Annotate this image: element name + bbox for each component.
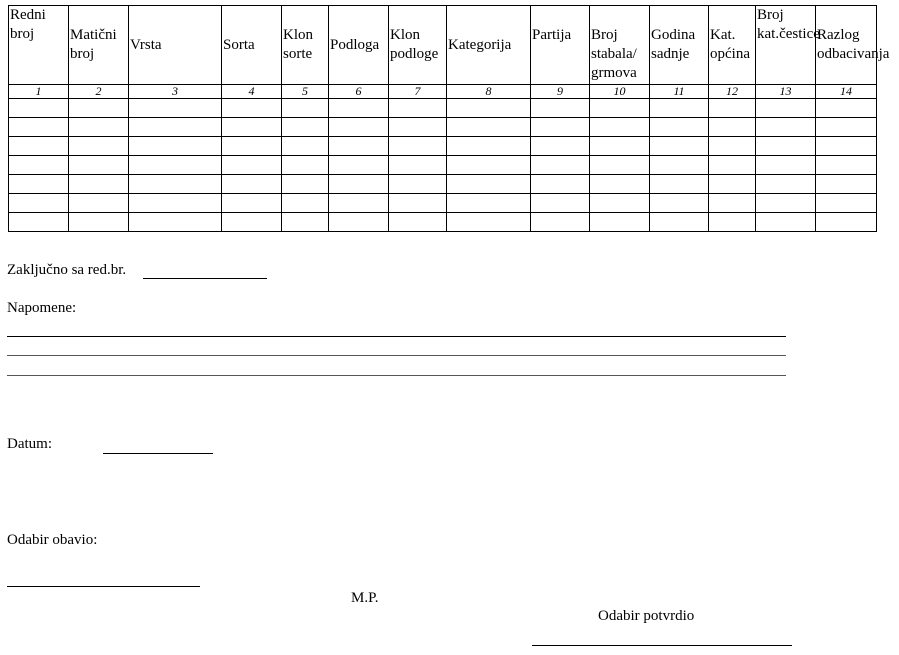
table-cell[interactable]: [282, 118, 329, 137]
header-broj-kat-cestice: Broj kat.čestice: [756, 6, 816, 85]
table-cell[interactable]: [756, 118, 816, 137]
column-number: 4: [222, 85, 282, 99]
table-cell[interactable]: [389, 175, 447, 194]
column-number: 11: [650, 85, 709, 99]
table-cell[interactable]: [282, 194, 329, 213]
table-cell[interactable]: [756, 175, 816, 194]
table-cell[interactable]: [447, 194, 531, 213]
table-cell[interactable]: [222, 137, 282, 156]
table-cell[interactable]: [222, 175, 282, 194]
table-cell[interactable]: [282, 156, 329, 175]
table-cell[interactable]: [129, 213, 222, 232]
odabir-obavio-signature-line[interactable]: [7, 586, 200, 587]
header-razlog-odbacivanja: Razlog odbacivanja: [816, 6, 877, 85]
table-cell[interactable]: [590, 175, 650, 194]
table-cell[interactable]: [9, 175, 69, 194]
datum-label: Datum:: [7, 436, 52, 452]
odabir-potvrdio-label: Odabir potvrdio: [598, 608, 695, 624]
table-cell[interactable]: [650, 156, 709, 175]
table-cell[interactable]: [650, 137, 709, 156]
table-cell[interactable]: [129, 194, 222, 213]
table-row: [9, 194, 877, 213]
table-cell[interactable]: [590, 194, 650, 213]
table-cell[interactable]: [329, 137, 389, 156]
table-cell[interactable]: [756, 213, 816, 232]
table-cell[interactable]: [709, 175, 756, 194]
table-cell[interactable]: [590, 118, 650, 137]
table-cell[interactable]: [129, 175, 222, 194]
table-cell[interactable]: [9, 213, 69, 232]
table-cell[interactable]: [69, 99, 129, 118]
table-row: [9, 213, 877, 232]
table-cell[interactable]: [69, 213, 129, 232]
table-row: [9, 99, 877, 118]
column-number: 2: [69, 85, 129, 99]
table-row: [9, 118, 877, 137]
table-cell[interactable]: [129, 137, 222, 156]
table-cell[interactable]: [447, 137, 531, 156]
column-number: 9: [531, 85, 590, 99]
napomene-line-1[interactable]: [7, 336, 786, 337]
table-cell[interactable]: [756, 156, 816, 175]
header-maticni-broj: Matični broj: [69, 6, 129, 85]
table-row: [9, 156, 877, 175]
datum-blank-line[interactable]: [103, 453, 213, 454]
selection-record-table: [8, 5, 890, 232]
table-cell[interactable]: [329, 118, 389, 137]
table-cell[interactable]: [447, 213, 531, 232]
odabir-potvrdio-signature-line[interactable]: [532, 645, 792, 646]
table-cell[interactable]: [531, 194, 590, 213]
table-cell[interactable]: [222, 194, 282, 213]
table-cell[interactable]: [389, 156, 447, 175]
table-cell[interactable]: [816, 99, 877, 118]
table-row: [9, 137, 877, 156]
table-cell[interactable]: [329, 194, 389, 213]
table-cell[interactable]: [816, 137, 877, 156]
table-cell[interactable]: [389, 194, 447, 213]
table-cell[interactable]: [709, 194, 756, 213]
table-cell[interactable]: [709, 213, 756, 232]
table-cell[interactable]: [9, 156, 69, 175]
table-cell[interactable]: [329, 213, 389, 232]
table-cell[interactable]: [129, 156, 222, 175]
table-cell[interactable]: [756, 194, 816, 213]
mp-stamp-label: M.P.: [351, 590, 379, 606]
table-cell[interactable]: [590, 156, 650, 175]
napomene-label: Napomene:: [7, 300, 77, 316]
column-number: 14: [816, 85, 877, 99]
column-number: 10: [590, 85, 650, 99]
table-cell[interactable]: [531, 137, 590, 156]
column-number: 6: [329, 85, 389, 99]
header-podloga: Podloga: [329, 6, 389, 85]
table-cell[interactable]: [222, 156, 282, 175]
header-kat-opcina: Kat. općina: [709, 6, 756, 85]
table-cell[interactable]: [650, 99, 709, 118]
column-number-row: [9, 85, 877, 99]
table-cell[interactable]: [329, 175, 389, 194]
table-cell[interactable]: [9, 137, 69, 156]
table-cell[interactable]: [282, 99, 329, 118]
table-cell[interactable]: [709, 99, 756, 118]
table-cell[interactable]: [389, 137, 447, 156]
table-cell[interactable]: [222, 99, 282, 118]
table-cell[interactable]: [129, 99, 222, 118]
table-cell[interactable]: [816, 213, 877, 232]
table-body: [9, 99, 877, 232]
table-cell[interactable]: [756, 99, 816, 118]
table-cell[interactable]: [531, 175, 590, 194]
table-cell[interactable]: [816, 118, 877, 137]
table-cell[interactable]: [329, 99, 389, 118]
table-cell[interactable]: [650, 213, 709, 232]
table-cell[interactable]: [282, 213, 329, 232]
table-cell[interactable]: [590, 137, 650, 156]
table-cell[interactable]: [709, 156, 756, 175]
table-cell[interactable]: [531, 213, 590, 232]
column-number: 12: [709, 85, 756, 99]
table-cell[interactable]: [282, 137, 329, 156]
table-cell[interactable]: [222, 118, 282, 137]
header-klon-podloge: Klon podloge: [389, 6, 447, 85]
table-cell[interactable]: [69, 137, 129, 156]
header-broj-stabala: Broj stabala/ grmova: [590, 6, 650, 85]
column-number: 7: [389, 85, 447, 99]
table-cell[interactable]: [650, 118, 709, 137]
table-cell[interactable]: [389, 99, 447, 118]
table-cell[interactable]: [447, 175, 531, 194]
napomene-line-3[interactable]: [7, 375, 786, 376]
table-cell[interactable]: [816, 175, 877, 194]
table-cell[interactable]: [282, 175, 329, 194]
table-cell[interactable]: [69, 156, 129, 175]
table-cell[interactable]: [816, 194, 877, 213]
column-number: 13: [756, 85, 816, 99]
zakljucno-label: Zaključno sa red.br.: [7, 262, 127, 278]
table-cell[interactable]: [389, 213, 447, 232]
table-cell[interactable]: [650, 175, 709, 194]
header-row: [9, 6, 877, 85]
column-number: 8: [447, 85, 531, 99]
table-cell[interactable]: [756, 137, 816, 156]
table-cell[interactable]: [650, 194, 709, 213]
zakljucno-blank-line[interactable]: [143, 278, 267, 279]
odabir-obavio-label: Odabir obavio:: [7, 532, 98, 548]
table-cell[interactable]: [69, 118, 129, 137]
column-number: 1: [9, 85, 69, 99]
table-cell[interactable]: [447, 118, 531, 137]
table-cell[interactable]: [447, 99, 531, 118]
table-cell[interactable]: [329, 156, 389, 175]
header-kategorija: Kategorija: [447, 6, 531, 85]
header-partija: Partija: [531, 6, 590, 85]
table-cell[interactable]: [709, 118, 756, 137]
table-cell[interactable]: [590, 213, 650, 232]
header-redni-broj: Redni broj: [9, 6, 69, 85]
header-vrsta: Vrsta: [129, 6, 222, 85]
table-cell[interactable]: [590, 99, 650, 118]
column-number: 5: [282, 85, 329, 99]
napomene-line-2[interactable]: [7, 355, 786, 356]
table-cell[interactable]: [531, 156, 590, 175]
table-row: [9, 175, 877, 194]
table-cell[interactable]: [129, 118, 222, 137]
header-sorta: Sorta: [222, 6, 282, 85]
table-cell[interactable]: [9, 118, 69, 137]
table-cell[interactable]: [531, 99, 590, 118]
table-cell[interactable]: [816, 156, 877, 175]
table-cell[interactable]: [389, 118, 447, 137]
table-cell[interactable]: [9, 194, 69, 213]
table-cell[interactable]: [9, 99, 69, 118]
table-cell[interactable]: [447, 156, 531, 175]
column-number: 3: [129, 85, 222, 99]
table-cell[interactable]: [531, 118, 590, 137]
table-cell[interactable]: [709, 137, 756, 156]
table-cell[interactable]: [69, 175, 129, 194]
header-klon-sorte: Klon sorte: [282, 6, 329, 85]
table-cell[interactable]: [69, 194, 129, 213]
table-cell[interactable]: [222, 213, 282, 232]
header-godina-sadnje: Godina sadnje: [650, 6, 709, 85]
